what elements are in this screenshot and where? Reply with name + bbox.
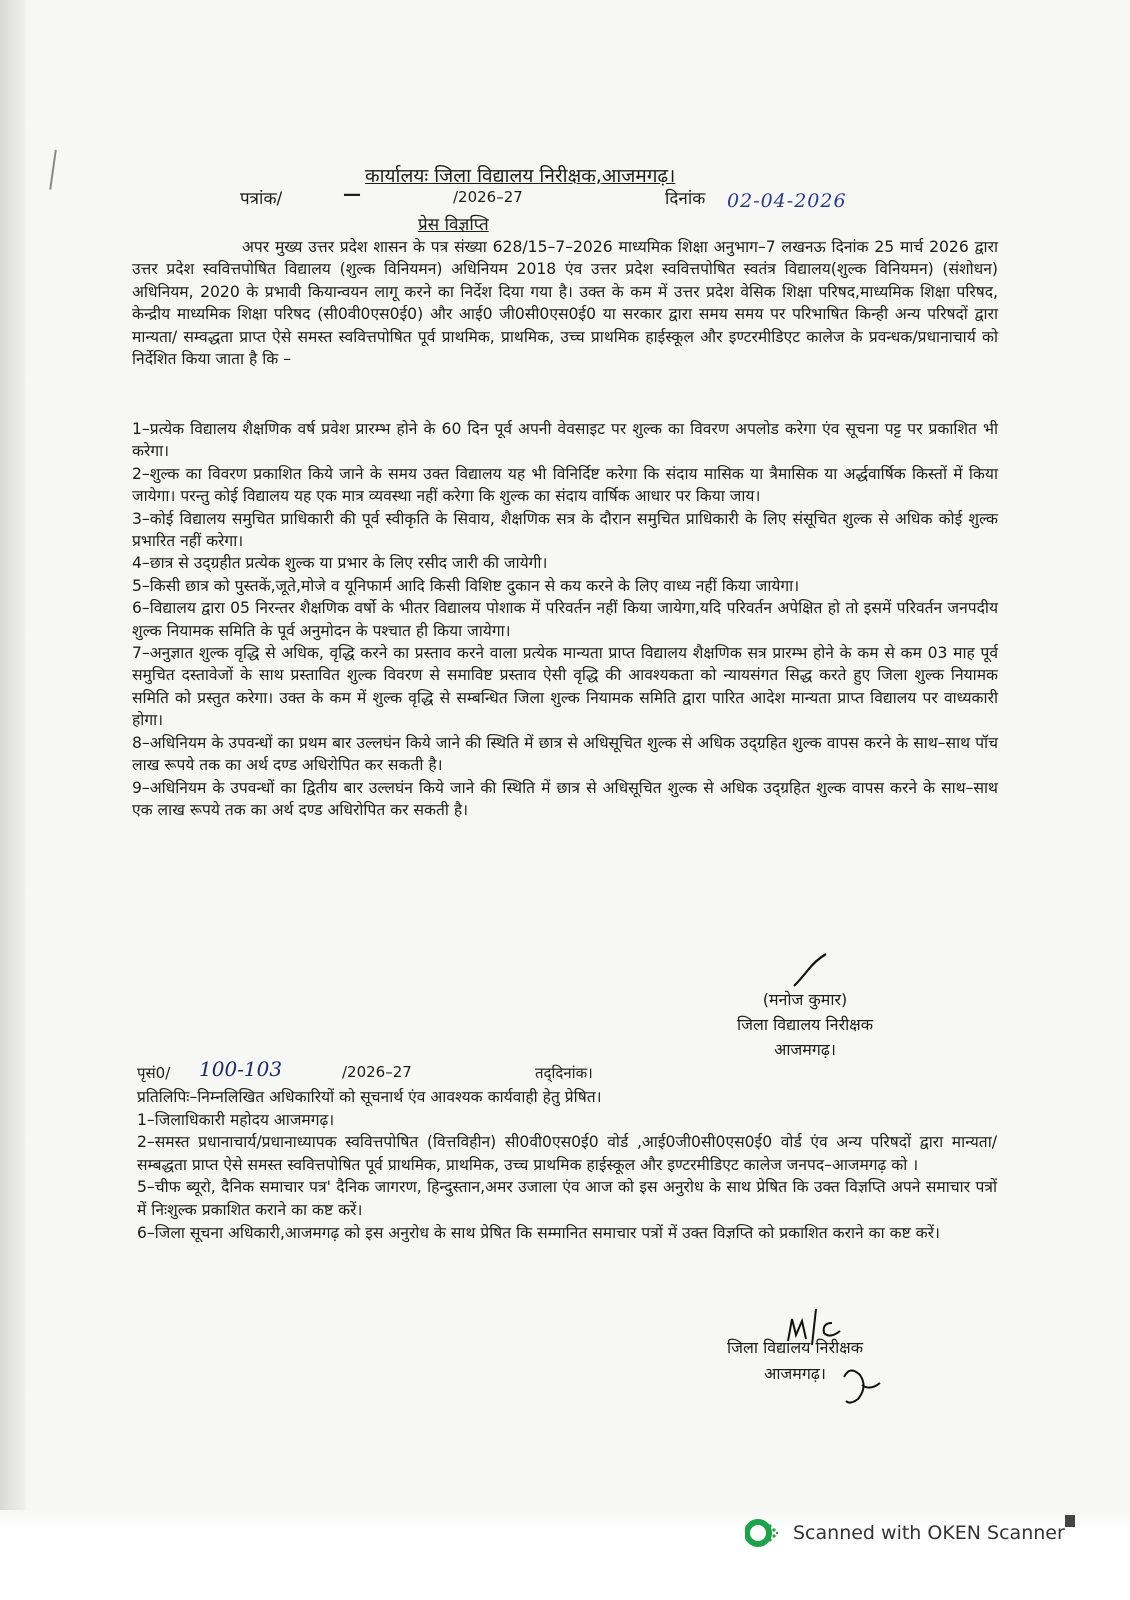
endorsement-number-handwritten: 100-103 [199, 1057, 283, 1081]
directive-item: 5–किसी छात्र को पुस्तकें,जूते,मोजे व यूनिफार्म आदि किसी विशिष्ट दुकान से कय करने के लिए वाध्य नहीं किया जायेगा। [132, 576, 800, 595]
copy-item: 6–जिला सूचना अधिकारी,आजमगढ़ को इस अनुरोध के साथ प्रेषित कि सम्मानित समाचार पत्रों में उक्त विज्ञप्ति को प्रकाशित कराने का कष्ट करें। [137, 1223, 940, 1242]
copy-intro: प्रतिलिपिः–निम्नलिखित अधिकारियों को सूचनार्थ एंव आवश्यक कार्यवाही हेतु प्रेषित। [137, 1088, 602, 1106]
reference-number-handwritten: — [343, 184, 361, 205]
directive-list [132, 418, 998, 821]
date-label: दिनांक [665, 189, 706, 209]
signatory-place: आजमगढ़। [774, 1040, 836, 1059]
signatory-name: (मनोज कुमार) [762, 990, 848, 1009]
intro-paragraph: अपर मुख्य उत्तर प्रदेश शासन के पत्र संख्या 628/15–7–2026 माध्यमिक शिक्षा अनुभाग–7 लखनऊ दिनांक 25 मार्च 2026 द्वारा उत्तर प्रदेश स्ववित्तपोषित विद्यालय (शुल्क विनियमन) अधिनियम 2018 एंव उत्तर प्रदेश स्ववित्तपोषित स्वतंत्र विद्यालय(शुल्क विनियमन) (संशोधन) अधिनियम, 2020 के प्रभावी कियान्वयन लागू करने का निर्देश दिया गया है। उक्त के कम में उत्तर प्रदेश वेसिक शिक्षा परिषद,माध्यमिक शिक्षा परिषद, केन्द्रीय माध्यमिक शिक्षा परिषद (सी0वी0एस0ई0) और आई0 जी0सी0एस0ई0 या सरकार द्वारा समय समय पर परिभाषित किन्ही अन्य परिषदों द्वारा मान्यता/ सम्वद्धता प्राप्त ऐसे समस्त स्ववित्तपोषित पूर्व प्राथमिक, प्राथमिक, उच्च प्राथमिक हाईस्कूल और इण्टरमीडिएट कालेज के प्रवन्धक/प्रधानाचार्य को निर्देशित किया जाता है कि – [132, 238, 998, 369]
scanner-watermark-text: Scanned with OKEN Scanner [793, 1522, 1065, 1544]
scanner-watermark [745, 1517, 1065, 1549]
document-title: प्रेस विज्ञप्ति [418, 215, 489, 235]
endorsement-label: पृसं0/ [137, 1064, 171, 1082]
copy-to-section [137, 1086, 997, 1244]
directive-item: 3–कोई विद्यालय समुचित प्राधिकारी की पूर्व स्वीकृति के सिवाय, शैक्षणिक सत्र के दौरान समुचित प्राधिकारी के लिए संसूचित शुल्क से अधिक कोई शुल्क प्रभारित नहीं करेगा। [132, 509, 998, 551]
directive-item: 8–अधिनियम के उपवन्धों का प्रथम बार उल्लघंन किये जाने की स्थिति में छात्र से अधिसूचित शुल्क से अधिक उद्‌ग्रहित शुल्क वापस करने के साथ–साथ पॉच लाख रूपये तक का अर्थ दण्ड अधिरोपित कर सकती है। [132, 733, 998, 775]
reference-label: पत्रांक/ [240, 189, 283, 209]
directive-item: 2–शुल्क का विवरण प्रकाशित किये जाने के समय उक्त विद्यालय यह भी विनिर्दिष्ट करेगा कि संदाय मासिक या त्रैमासिक या अर्द्धवार्षिक किस्तों में किया जायेगा। परन्तु कोई विद्यालय यह एक मात्र व्यवस्था नहीं करेगा कि शुल्क का संदाय वार्षिक आधार पर किया जाय। [132, 464, 998, 506]
reference-year: /2026–27 [453, 188, 523, 206]
directive-item: 6–विद्यालय द्वारा 05 निरन्तर शैक्षणिक वर्षो के भीतर विद्यालय पोशाक में परिवर्तन नहीं किया जायेगा,यदि परिवर्तन अपेक्षित हो तो इसमें परिवर्तन जनपदीय शुल्क नियामक समिति के पूर्व अनुमोदन के पश्चात ही किया जायेगा। [132, 599, 998, 640]
directive-item: 9–अधिनियम के उपवन्धों का द्वितीय बार उल्लघंन किये जाने की स्थिति में छात्र से अधिसूचित शुल्क से अधिक उद्‌ग्रहित शुल्क वापस करने के साथ–साथ एक लाख रूपये तक का अर्थ दण्ड अधिरोपित कर सकती है। [132, 778, 998, 819]
signatory-place: आजमगढ़। [764, 1364, 826, 1383]
date-handwritten: 02-04-2026 [727, 190, 847, 212]
copy-item: 2–समस्त प्रधानाचार्य/प्रधानाध्यापक स्ववित्तपोषित (वित्तविहीन) सी0वी0एस0ई0 वोर्ड ,आई0जी0सी0एस0ई0 वोर्ड एंव अन्य परिषदों द्वारा मान्यता/सम्बद्धता प्राप्त ऐसे समस्त स्ववित्तपोषित पूर्व प्राथमिक, प्राथमिक, उच्च प्राथमिक हाईस्कूल और इण्टरमीडिएट कालेज जनपद–आजमगढ़ को । [137, 1133, 997, 1174]
page-shadow-edge [0, 0, 26, 1530]
paper-crease-mark [49, 150, 61, 190]
oken-scanner-logo-icon [745, 1517, 779, 1549]
office-heading: कार्यालयः जिला विद्यालय निरीक्षक,आजमगढ़। [365, 165, 676, 187]
copy-item: 1–जिलाधिकारी महोदय आजमगढ़। [137, 1110, 335, 1129]
signatory-designation: जिला विद्यालय निरीक्षक [726, 1338, 864, 1357]
endorsement-date: तद्‌दिनांक। [535, 1064, 593, 1082]
copy-item: 5–चीफ ब्यूरो, दैनिक समाचार पत्र' दैनिक जागरण, हिन्दुस्तान,अमर उजाला एंव आज को इस अनुरोध के साथ प्रेषित कि उक्त विज्ञप्ति अपने समाचार पत्रों में निःशुल्क प्रकाशित कराने का कष्ट करें। [137, 1178, 997, 1219]
directive-item: 1–प्रत्येक विद्यालय शैक्षणिक वर्ष प्रवेश प्रारम्भ होने के 60 दिन पूर्व अपनी वेवसाइट पर शुल्क का विवरण अपलोड करेगा एंव सूचना पट्ट पर प्रकाशित भी करेगा। [132, 420, 998, 461]
directive-item: 7–अनुज्ञात शुल्क वृद्धि से अधिक, वृद्धि करने का प्रस्ताव करने वाला प्रत्येक मान्यता प्राप्त विद्यालय शैक्षणिक सत्र प्रारम्भ होने के कम से कम 03 माह पूर्व समुचित दस्तावेजों के साथ प्रस्तावित शुल्क विवरण से समाविष्ट प्रस्ताव ऐसी वृद्धि की आवश्यकता को न्यायसंगत सिद्ध करते हुए जिला शुल्क नियामक समिति को प्रस्तुत करेगा। उक्त के कम में शुल्क वृद्धि से सम्बन्धित जिला शुल्क नियामक समिति द्वारा पारित आदेश मान्यता प्राप्त विद्यालय पर वाध्यकारी होगा। [132, 644, 998, 730]
directive-item: 4–छात्र से उद्‌ग्रहीत प्रत्येक शुल्क या प्रभार के लिए रसीद जारी की जायेगी। [132, 554, 548, 573]
signature-block-2 [690, 1335, 900, 1387]
signatory-designation: जिला विद्यालय निरीक्षक [736, 1015, 874, 1034]
signature-stroke-icon [790, 950, 830, 990]
signature-block-1 [705, 987, 905, 1062]
endorsement-year: /2026–27 [342, 1063, 412, 1081]
scan-artifact [1065, 1515, 1075, 1527]
